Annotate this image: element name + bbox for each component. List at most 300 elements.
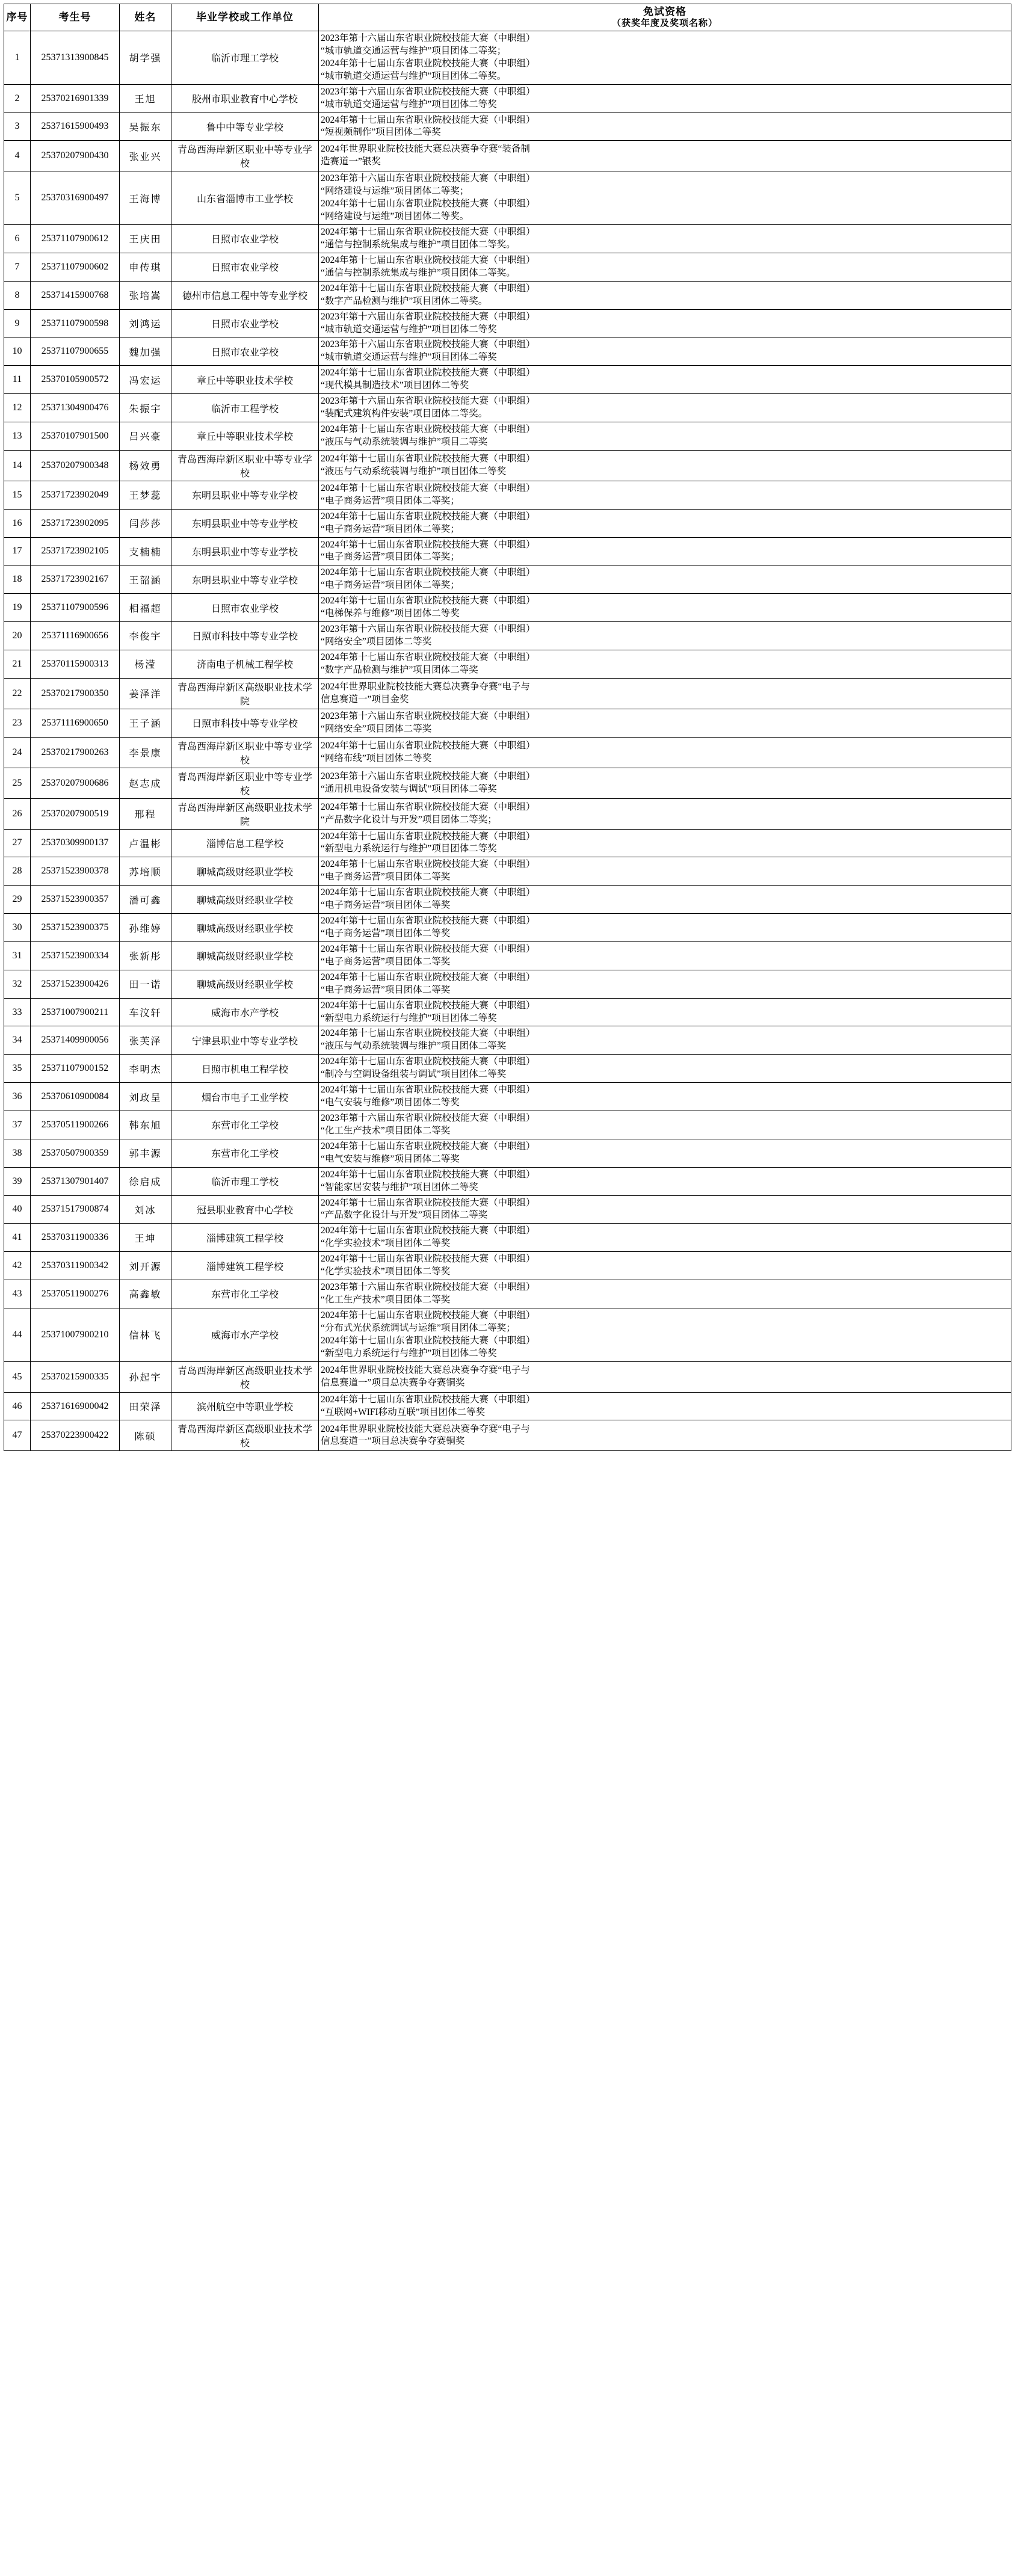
cell-qualification	[319, 537, 1011, 565]
cell-qualification	[319, 31, 1011, 85]
cell-exam-no: 25371723902095	[31, 509, 120, 537]
qualification-line: “化学实验技术”项目团体二等奖	[321, 1238, 451, 1249]
qualification-line: 2023年第十六届山东省职业院校技能大赛（中职组）	[321, 173, 535, 184]
qualification-line: 2024年第十七届山东省职业院校技能大赛（中职组）	[321, 511, 535, 522]
cell-school: 威海市水产学校	[171, 1308, 319, 1361]
table-row	[4, 1055, 1011, 1083]
qualification-line: “化工生产技术”项目团体二等奖	[321, 1294, 451, 1305]
qualification-line: “城市轨道交通运营与维护”项目团体二等奖	[321, 99, 497, 109]
cell-seq: 41	[4, 1224, 31, 1252]
cell-seq: 24	[4, 737, 31, 768]
cell-seq: 36	[4, 1083, 31, 1111]
cell-exam-no: 25370207900430	[31, 141, 120, 171]
qualification-line: 2024年第十七届山东省职业院校技能大赛（中职组）	[321, 1394, 535, 1405]
cell-school: 东营市化工学校	[171, 1139, 319, 1167]
qualification-line: “电气安装与维修”项目团体二等奖	[321, 1153, 460, 1164]
cell-exam-no: 25371007900210	[31, 1308, 120, 1361]
cell-qualification	[319, 112, 1011, 141]
cell-name: 张新彤	[120, 941, 171, 970]
table-row	[4, 914, 1011, 942]
cell-school: 日照市机电工程学校	[171, 1055, 319, 1083]
cell-exam-no: 25371007900211	[31, 998, 120, 1026]
cell-qualification	[319, 1111, 1011, 1139]
cell-name: 李明杰	[120, 1055, 171, 1083]
cell-qualification	[319, 829, 1011, 857]
table-row	[4, 171, 1011, 225]
qualification-line: 2024年第十七届山东省职业院校技能大赛（中职组）	[321, 887, 535, 898]
table-row	[4, 998, 1011, 1026]
cell-school: 烟台市电子工业学校	[171, 1083, 319, 1111]
qualification-line: 2024年世界职业院校技能大赛总决赛争夺赛“电子与	[321, 681, 530, 692]
qualification-line: 信息赛道一”项目金奖	[321, 694, 409, 704]
qualification-line: 2024年第十七届山东省职业院校技能大赛（中职组）	[321, 368, 535, 378]
cell-school: 日照市科技中等专业学校	[171, 622, 319, 650]
qualification-line: “新型电力系统运行与维护”项目团体二等奖	[321, 1012, 497, 1023]
cell-name: 吴振东	[120, 112, 171, 141]
qualification-line: 2024年第十七届山东省职业院校技能大赛（中职组）	[321, 831, 535, 842]
qualification-line: “通信与控制系统集成与维护”项目团体二等奖。	[321, 267, 516, 278]
cell-qualification	[319, 737, 1011, 768]
cell-name: 张业兴	[120, 141, 171, 171]
qualification-line: 2024年第十七届山东省职业院校技能大赛（中职组）	[321, 1000, 535, 1011]
table-row	[4, 31, 1011, 85]
cell-name: 刘开源	[120, 1252, 171, 1280]
cell-exam-no: 25370216901339	[31, 84, 120, 112]
qualification-line: 2024年第十七届山东省职业院校技能大赛（中职组）	[321, 1141, 535, 1151]
qualification-line: “网络安全”项目团体二等奖	[321, 636, 432, 647]
cell-qualification	[319, 622, 1011, 650]
cell-qualification	[319, 709, 1011, 737]
table-row	[4, 1224, 1011, 1252]
cell-seq: 20	[4, 622, 31, 650]
cell-school: 聊城高级财经职业学校	[171, 914, 319, 942]
cell-seq: 11	[4, 366, 31, 394]
cell-school: 济南电子机械工程学校	[171, 650, 319, 678]
cell-school: 青岛西海岸新区高级职业技术学校	[171, 1361, 319, 1392]
qualification-line: “网络安全”项目团体二等奖	[321, 723, 432, 734]
cell-seq: 10	[4, 337, 31, 366]
table-row	[4, 509, 1011, 537]
cell-exam-no: 25371723902049	[31, 481, 120, 509]
cell-school: 青岛西海岸新区职业中等专业学校	[171, 450, 319, 481]
cell-seq: 43	[4, 1280, 31, 1308]
table-row	[4, 1026, 1011, 1055]
cell-seq: 5	[4, 171, 31, 225]
table-row	[4, 737, 1011, 768]
cell-qualification	[319, 970, 1011, 998]
cell-name: 王坤	[120, 1224, 171, 1252]
cell-seq: 32	[4, 970, 31, 998]
cell-name: 潘可鑫	[120, 886, 171, 914]
cell-school: 聊城高级财经职业学校	[171, 970, 319, 998]
qualification-line: “网络建设与运维”项目团体二等奖。	[321, 211, 469, 222]
cell-school: 日照市科技中等专业学校	[171, 709, 319, 737]
cell-school: 章丘中等职业技术学校	[171, 422, 319, 450]
cell-school: 淄博建筑工程学校	[171, 1224, 319, 1252]
cell-qualification	[319, 366, 1011, 394]
qualification-line: “化学实验技术”项目团体二等奖	[321, 1266, 451, 1277]
cell-seq: 35	[4, 1055, 31, 1083]
cell-name: 卢温彬	[120, 829, 171, 857]
cell-qualification	[319, 1280, 1011, 1308]
qualification-line: 信息赛道一”项目总决赛争夺赛铜奖	[321, 1436, 465, 1447]
qualification-line: 2024年第十七届山东省职业院校技能大赛（中职组）	[321, 539, 535, 550]
cell-exam-no: 25370217900263	[31, 737, 120, 768]
table-row	[4, 709, 1011, 737]
table-row	[4, 450, 1011, 481]
cell-school: 淄博建筑工程学校	[171, 1252, 319, 1280]
cell-qualification	[319, 678, 1011, 709]
table-row	[4, 1195, 1011, 1224]
table-row	[4, 970, 1011, 998]
cell-qualification	[319, 1224, 1011, 1252]
qualification-line: 2024年第十七届山东省职业院校技能大赛（中职组）	[321, 424, 535, 434]
qualification-line: “智能家居安装与维护”项目团体二等奖	[321, 1182, 478, 1192]
qualification-line: 信息赛道一”项目总决赛争夺赛铜奖	[321, 1377, 465, 1388]
cell-qualification	[319, 1083, 1011, 1111]
table-row	[4, 253, 1011, 281]
qualification-line: 2023年第十六届山东省职业院校技能大赛（中职组）	[321, 624, 535, 635]
cell-exam-no: 25370511900266	[31, 1111, 120, 1139]
qualification-line: “电子商务运营”项目团体二等奖；	[321, 580, 460, 591]
qualification-line: “化工生产技术”项目团体二等奖	[321, 1125, 451, 1136]
cell-school: 威海市水产学校	[171, 998, 319, 1026]
cell-exam-no: 25370311900336	[31, 1224, 120, 1252]
cell-name: 田荣泽	[120, 1392, 171, 1420]
qualification-line: 2024年第十七届山东省职业院校技能大赛（中职组）	[321, 1085, 535, 1095]
cell-seq: 19	[4, 594, 31, 622]
cell-name: 杨效勇	[120, 450, 171, 481]
qualification-line: 2023年第十六届山东省职业院校技能大赛（中职组）	[321, 86, 535, 97]
cell-qualification	[319, 394, 1011, 422]
cell-school: 山东省淄博市工业学校	[171, 171, 319, 225]
cell-seq: 22	[4, 678, 31, 709]
table-row	[4, 1139, 1011, 1167]
cell-school: 东明县职业中等专业学校	[171, 509, 319, 537]
cell-qualification	[319, 1361, 1011, 1392]
cell-school: 临沂市理工学校	[171, 1167, 319, 1195]
cell-school: 青岛西海岸新区高级职业技术学院	[171, 798, 319, 829]
cell-qualification	[319, 309, 1011, 337]
cell-exam-no: 25370311900342	[31, 1252, 120, 1280]
cell-exam-no: 25371517900874	[31, 1195, 120, 1224]
cell-exam-no: 25371107900612	[31, 225, 120, 253]
cell-qualification	[319, 1420, 1011, 1451]
cell-exam-no: 25371409900056	[31, 1026, 120, 1055]
cell-exam-no: 25371116900656	[31, 622, 120, 650]
cell-name: 王梦蕊	[120, 481, 171, 509]
cell-school: 临沂市理工学校	[171, 31, 319, 85]
header-exam-no: 考生号	[31, 4, 120, 31]
cell-seq: 2	[4, 84, 31, 112]
cell-school: 青岛西海岸新区职业中等专业学校	[171, 141, 319, 171]
cell-school: 东明县职业中等专业学校	[171, 565, 319, 594]
cell-name: 李景康	[120, 737, 171, 768]
cell-name: 徐启成	[120, 1167, 171, 1195]
qualification-line: “通用机电设备安装与调试”项目团体二等奖	[321, 783, 497, 794]
cell-exam-no: 25371107900152	[31, 1055, 120, 1083]
table-row	[4, 1252, 1011, 1280]
qualification-line: “通信与控制系统集成与维护”项目团体二等奖。	[321, 239, 516, 250]
qualification-line: “液压与气动系统装调与维护”项目团体二等奖	[321, 1041, 507, 1052]
qualification-line: “装配式建筑构件安装”项目团体二等奖。	[321, 408, 488, 419]
table-row	[4, 366, 1011, 394]
cell-exam-no: 25371313900845	[31, 31, 120, 85]
cell-seq: 25	[4, 768, 31, 798]
qualification-line: 2024年第十七届山东省职业院校技能大赛（中职组）	[321, 199, 535, 209]
cell-seq: 31	[4, 941, 31, 970]
cell-name: 高鑫敏	[120, 1280, 171, 1308]
qualification-line: “城市轨道交通运营与维护”项目团体二等奖。	[321, 70, 507, 81]
cell-name: 闫莎莎	[120, 509, 171, 537]
cell-seq: 1	[4, 31, 31, 85]
cell-name: 孙起宇	[120, 1361, 171, 1392]
table-row	[4, 337, 1011, 366]
cell-seq: 6	[4, 225, 31, 253]
qualification-line: 2024年第十七届山东省职业院校技能大赛（中职组）	[321, 1169, 535, 1180]
cell-exam-no: 25371107900602	[31, 253, 120, 281]
table-row	[4, 941, 1011, 970]
cell-seq: 33	[4, 998, 31, 1026]
qualification-line: “电气安装与维修”项目团体二等奖	[321, 1097, 460, 1108]
cell-exam-no: 25370507900359	[31, 1139, 120, 1167]
cell-exam-no: 25370105900572	[31, 366, 120, 394]
cell-exam-no: 25370207900348	[31, 450, 120, 481]
cell-school: 滨州航空中等职业学校	[171, 1392, 319, 1420]
table-row	[4, 1420, 1011, 1451]
qualification-line: “电子商务运营”项目团体二等奖；	[321, 552, 460, 562]
qualification-line: “互联网+WIFI移动互联”项目团体二等奖	[321, 1407, 486, 1417]
cell-seq: 37	[4, 1111, 31, 1139]
cell-seq: 26	[4, 798, 31, 829]
qualification-line: “网络布线”项目团体二等奖	[321, 753, 432, 763]
qualification-line: “数字产品检测与维护”项目团体二等奖	[321, 664, 478, 675]
qualification-line: 2023年第十六届山东省职业院校技能大赛（中职组）	[321, 339, 535, 350]
qualification-line: “电子商务运营”项目团体二等奖；	[321, 495, 460, 506]
cell-seq: 38	[4, 1139, 31, 1167]
cell-school: 东明县职业中等专业学校	[171, 481, 319, 509]
cell-qualification	[319, 1308, 1011, 1361]
table-row	[4, 281, 1011, 309]
cell-seq: 7	[4, 253, 31, 281]
cell-school: 日照市农业学校	[171, 309, 319, 337]
qualification-line: “液压与气动系统装调与维护”项目团体二等奖	[321, 466, 507, 476]
cell-name: 魏加强	[120, 337, 171, 366]
cell-school: 日照市农业学校	[171, 337, 319, 366]
qualification-line: “城市轨道交通运营与维护”项目团体二等奖	[321, 324, 497, 334]
header-qualification-sub: （获奖年度及奖项名称）	[611, 19, 718, 29]
table-row	[4, 422, 1011, 450]
header-name: 姓名	[120, 4, 171, 31]
cell-seq: 16	[4, 509, 31, 537]
qualification-line: 2024年第十七届山东省职业院校技能大赛（中职组）	[321, 114, 535, 125]
qualification-line: 2024年第十七届山东省职业院校技能大赛（中职组）	[321, 972, 535, 982]
cell-seq: 18	[4, 565, 31, 594]
cell-name: 杨滢	[120, 650, 171, 678]
cell-exam-no: 25370511900276	[31, 1280, 120, 1308]
cell-school: 青岛西海岸新区职业中等专业学校	[171, 768, 319, 798]
cell-qualification	[319, 1195, 1011, 1224]
cell-school: 东营市化工学校	[171, 1280, 319, 1308]
cell-qualification	[319, 650, 1011, 678]
cell-qualification	[319, 337, 1011, 366]
cell-exam-no: 25371107900596	[31, 594, 120, 622]
cell-qualification	[319, 914, 1011, 942]
cell-exam-no: 25371304900476	[31, 394, 120, 422]
cell-exam-no: 25370215900335	[31, 1361, 120, 1392]
cell-qualification	[319, 798, 1011, 829]
table-body	[4, 31, 1011, 1451]
cell-exam-no: 25371116900650	[31, 709, 120, 737]
cell-name: 王庆田	[120, 225, 171, 253]
table-row	[4, 594, 1011, 622]
cell-name: 张培嵩	[120, 281, 171, 309]
table-row	[4, 112, 1011, 141]
cell-exam-no: 25370309900137	[31, 829, 120, 857]
qualification-line: “液压与气动系统装调与维护”项目二等奖	[321, 436, 488, 447]
cell-exam-no: 25371107900598	[31, 309, 120, 337]
cell-name: 赵志成	[120, 768, 171, 798]
table-row	[4, 650, 1011, 678]
cell-name: 刘政呈	[120, 1083, 171, 1111]
table-row	[4, 537, 1011, 565]
cell-school: 章丘中等职业技术学校	[171, 366, 319, 394]
cell-qualification	[319, 84, 1011, 112]
cell-qualification	[319, 1252, 1011, 1280]
qualification-line: 2024年第十七届山东省职业院校技能大赛（中职组）	[321, 1335, 535, 1346]
cell-seq: 8	[4, 281, 31, 309]
cell-qualification	[319, 768, 1011, 798]
cell-school: 临沂市工程学校	[171, 394, 319, 422]
table-row	[4, 394, 1011, 422]
table-row	[4, 1167, 1011, 1195]
cell-seq: 12	[4, 394, 31, 422]
qualification-line: 2023年第十六届山东省职业院校技能大赛（中职组）	[321, 311, 535, 322]
qualification-line: “制冷与空调设备组装与调试”项目团体二等奖	[321, 1069, 507, 1080]
cell-school: 聊城高级财经职业学校	[171, 857, 319, 886]
qualification-line: 2024年世界职业院校技能大赛总决赛争夺赛“电子与	[321, 1364, 530, 1375]
cell-school: 日照市农业学校	[171, 225, 319, 253]
candidate-table	[4, 4, 1011, 1451]
qualification-line: “城市轨道交通运营与维护”项目团体二等奖	[321, 352, 497, 363]
cell-seq: 34	[4, 1026, 31, 1055]
cell-qualification	[319, 1055, 1011, 1083]
cell-exam-no: 25371307901407	[31, 1167, 120, 1195]
cell-name: 相福超	[120, 594, 171, 622]
cell-name: 邢程	[120, 798, 171, 829]
cell-seq: 30	[4, 914, 31, 942]
qualification-line: “城市轨道交通运营与维护”项目团体二等奖；	[321, 45, 507, 56]
cell-qualification	[319, 886, 1011, 914]
cell-school: 冠县职业教育中心学校	[171, 1195, 319, 1224]
qualification-line: 2023年第十六届山东省职业院校技能大赛（中职组）	[321, 1282, 535, 1293]
table-row	[4, 1361, 1011, 1392]
cell-exam-no: 25371523900426	[31, 970, 120, 998]
cell-qualification	[319, 1392, 1011, 1420]
cell-seq: 14	[4, 450, 31, 481]
table-row	[4, 84, 1011, 112]
qualification-line: 2024年第十七届山东省职业院校技能大赛（中职组）	[321, 943, 535, 954]
cell-seq: 3	[4, 112, 31, 141]
cell-school: 日照市农业学校	[171, 253, 319, 281]
cell-qualification	[319, 481, 1011, 509]
qualification-line: 2023年第十六届山东省职业院校技能大赛（中职组）	[321, 710, 535, 721]
table-row	[4, 857, 1011, 886]
cell-school: 青岛西海岸新区高级职业技术学院	[171, 678, 319, 709]
table-row	[4, 1083, 1011, 1111]
qualification-line: “产品数字化设计与开发”项目团体二等奖；	[321, 814, 497, 825]
cell-exam-no: 25371615900493	[31, 112, 120, 141]
cell-seq: 29	[4, 886, 31, 914]
table-row	[4, 798, 1011, 829]
cell-exam-no: 25370223900422	[31, 1420, 120, 1451]
cell-qualification	[319, 253, 1011, 281]
table-row	[4, 1111, 1011, 1139]
qualification-line: “产品数字化设计与开发”项目团体二等奖	[321, 1210, 488, 1221]
cell-seq: 45	[4, 1361, 31, 1392]
qualification-line: 2023年第十六届山东省职业院校技能大赛（中职组）	[321, 1113, 535, 1123]
qualification-line: “电子商务运营”项目团体二等奖	[321, 984, 451, 995]
cell-seq: 15	[4, 481, 31, 509]
qualification-line: 2024年第十七届山东省职业院校技能大赛（中职组）	[321, 596, 535, 606]
cell-school: 聊城高级财经职业学校	[171, 886, 319, 914]
cell-seq: 23	[4, 709, 31, 737]
cell-school: 青岛西海岸新区职业中等专业学校	[171, 737, 319, 768]
cell-exam-no: 25370207900686	[31, 768, 120, 798]
cell-seq: 47	[4, 1420, 31, 1451]
cell-seq: 17	[4, 537, 31, 565]
cell-name: 孙维婷	[120, 914, 171, 942]
cell-seq: 40	[4, 1195, 31, 1224]
qualification-line: “新型电力系统运行与维护”项目团体二等奖	[321, 843, 497, 854]
cell-qualification	[319, 1026, 1011, 1055]
cell-seq: 4	[4, 141, 31, 171]
cell-name: 苏培顺	[120, 857, 171, 886]
cell-exam-no: 25371415900768	[31, 281, 120, 309]
cell-exam-no: 25371523900375	[31, 914, 120, 942]
qualification-line: 2024年第十七届山东省职业院校技能大赛（中职组）	[321, 1310, 535, 1320]
cell-school: 东明县职业中等专业学校	[171, 537, 319, 565]
cell-school: 聊城高级财经职业学校	[171, 941, 319, 970]
qualification-line: 2024年第十七届山东省职业院校技能大赛（中职组）	[321, 740, 535, 751]
qualification-line: “数字产品检测与维护”项目团体二等奖。	[321, 295, 488, 306]
cell-name: 王子涵	[120, 709, 171, 737]
cell-name: 申传琪	[120, 253, 171, 281]
cell-qualification	[319, 281, 1011, 309]
qualification-line: 2024年第十七届山东省职业院校技能大赛（中职组）	[321, 1197, 535, 1208]
cell-qualification	[319, 594, 1011, 622]
qualification-line: 2024年第十七届山东省职业院校技能大赛（中职组）	[321, 1225, 535, 1236]
cell-qualification	[319, 450, 1011, 481]
qualification-line: “电子商务运营”项目团体二等奖；	[321, 523, 460, 534]
cell-name: 刘鸿运	[120, 309, 171, 337]
cell-exam-no: 25370217900350	[31, 678, 120, 709]
cell-school: 胶州市职业教育中心学校	[171, 84, 319, 112]
cell-school: 鲁中中等专业学校	[171, 112, 319, 141]
cell-exam-no: 25370107901500	[31, 422, 120, 450]
qualification-line: 2024年第十七届山东省职业院校技能大赛（中职组）	[321, 254, 535, 265]
cell-name: 张芙泽	[120, 1026, 171, 1055]
cell-exam-no: 25370610900084	[31, 1083, 120, 1111]
table-header	[4, 4, 1011, 31]
cell-name: 信林飞	[120, 1308, 171, 1361]
cell-name: 田一诺	[120, 970, 171, 998]
qualification-line: 2024年第十七届山东省职业院校技能大赛（中职组）	[321, 859, 535, 870]
cell-seq: 46	[4, 1392, 31, 1420]
qualification-line: 2024年第十七届山东省职业院校技能大赛（中职组）	[321, 567, 535, 578]
cell-qualification	[319, 998, 1011, 1026]
cell-seq: 13	[4, 422, 31, 450]
